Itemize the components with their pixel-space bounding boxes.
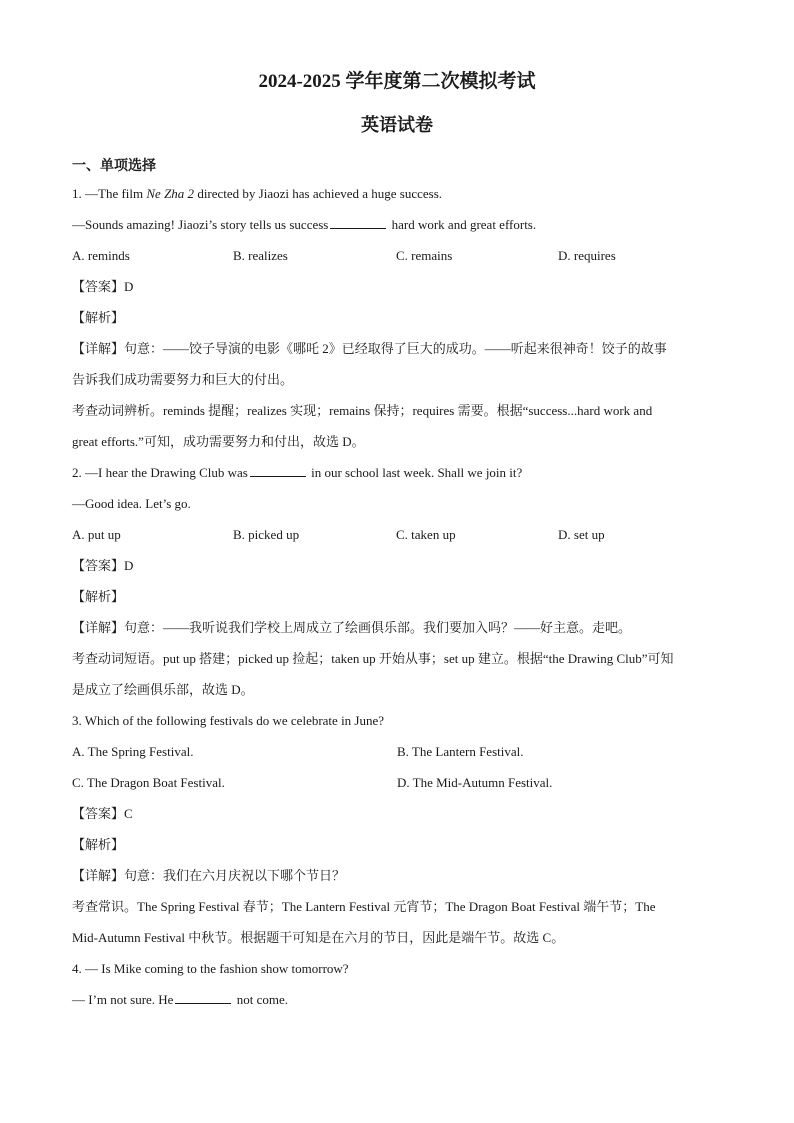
- q2-answer-blank: [250, 462, 306, 477]
- q2-option-b: B. picked up: [233, 527, 300, 542]
- q1-number: 1.: [72, 186, 85, 201]
- q3-detail-line1: [72, 860, 722, 891]
- question-2: [72, 457, 722, 705]
- q1-option-d: D. requires: [558, 248, 616, 263]
- q1-analysis-label: 【解析】: [72, 310, 125, 325]
- q3-number: 3.: [72, 713, 85, 728]
- q1-options: [72, 240, 722, 271]
- q2-text: —I hear the Drawing Club was: [85, 465, 248, 480]
- answer-label: 【答案】: [72, 558, 125, 573]
- detail-text: 句意：——饺子导演的电影《哪吒 2》已经取得了巨大的成功。——听起来很神奇！饺子的故事: [124, 341, 667, 356]
- q3-detail-line2: 考查常识。The Spring Festival 春节；The Lantern Festival 元宵节；The Dragon Boat Festival 端午节；The: [72, 899, 656, 914]
- detail-text: 句意：我们在六月庆祝以下哪个节日？: [124, 868, 346, 883]
- q2-option-d: D. set up: [558, 527, 605, 542]
- q1-stem-line2: [72, 209, 722, 240]
- q2-detail-line1: [72, 612, 722, 643]
- exam-page: [72, 66, 722, 1015]
- q1-film-title: Ne Zha 2: [146, 186, 195, 201]
- q2-analysis-label: 【解析】: [72, 589, 125, 604]
- q2-option-c: C. taken up: [396, 527, 456, 542]
- q2-option-a: A. put up: [72, 527, 121, 542]
- q2-options: [72, 519, 722, 550]
- q1-detail-line4: great efforts.”可知，成功需要努力和付出，故选 D。: [72, 434, 365, 449]
- q4-reply: — I’m not sure. He: [72, 992, 174, 1007]
- q3-options-row2: [72, 767, 722, 798]
- q3-option-d: D. The Mid-Autumn Festival.: [397, 775, 553, 790]
- q3-analysis-label: 【解析】: [72, 837, 125, 852]
- q1-detail-line3: 考查动词辨析。reminds 提醒；realizes 实现；remains 保持；requires 需要。根据“success...hard work and: [72, 403, 653, 418]
- q2-detail-line3: 是成立了绘画俱乐部，故选 D。: [72, 682, 254, 697]
- q2-stem-line2: —Good idea. Let’s go.: [72, 496, 191, 511]
- answer-value: D: [124, 558, 134, 573]
- q1-text-rest: directed by Jiaozi has achieved a huge success.: [194, 186, 443, 201]
- q1-answer: [72, 271, 722, 302]
- q1-option-c: C. remains: [396, 248, 453, 263]
- q2-detail-line2: 考查动词短语。put up 搭建；picked up 捡起；taken up 开始从事；set up 建立。根据“the Drawing Club”可知: [72, 651, 674, 666]
- page-title: 2024-2025 学年度第二次模拟考试: [258, 71, 536, 92]
- question-3: [72, 705, 722, 953]
- q3-stem: [72, 705, 722, 736]
- section-heading: 一、单项选择: [72, 159, 156, 174]
- answer-label: 【答案】: [72, 279, 125, 294]
- q1-option-a: A. reminds: [72, 248, 130, 263]
- detail-label: 【详解】: [72, 868, 125, 883]
- q1-option-b: B. realizes: [233, 248, 288, 263]
- q2-stem-line1: [72, 457, 722, 488]
- q3-detail-line3: Mid-Autumn Festival 中秋节。根据题干可知是在六月的节日，因此是端午节。故选 C。: [72, 930, 565, 945]
- detail-label: 【详解】: [72, 620, 125, 635]
- q4-stem-line1: [72, 953, 722, 984]
- detail-text: 句意：——我听说我们学校上周成立了绘画俱乐部。我们要加入吗？——好主意。走吧。: [124, 620, 632, 635]
- q1-reply-rest: hard work and great efforts.: [388, 217, 537, 232]
- q2-text-rest: in our school last week. Shall we join it?: [307, 465, 523, 480]
- q1-stem-line1: [72, 178, 722, 209]
- answer-label: 【答案】: [72, 806, 125, 821]
- q4-stem-line2: [72, 984, 722, 1015]
- answer-value: D: [124, 279, 134, 294]
- q2-number: 2.: [72, 465, 85, 480]
- q3-answer: [72, 798, 722, 829]
- detail-label: 【详解】: [72, 341, 125, 356]
- q3-options-row1: [72, 736, 722, 767]
- q1-detail-line2: 告诉我们成功需要努力和巨大的付出。: [72, 372, 294, 387]
- q3-option-c: C. The Dragon Boat Festival.: [72, 775, 225, 790]
- q3-text: Which of the following festivals do we celebrate in June?: [84, 713, 385, 728]
- question-4: [72, 953, 722, 1015]
- answer-value: C: [124, 806, 133, 821]
- q3-option-a: A. The Spring Festival.: [72, 744, 194, 759]
- q1-detail-line1: [72, 333, 722, 364]
- q1-answer-blank: [330, 214, 386, 229]
- q2-answer: [72, 550, 722, 581]
- q4-number: 4.: [72, 961, 85, 976]
- q1-reply: —Sounds amazing! Jiaozi’s story tells us success: [72, 217, 329, 232]
- q4-reply-rest: not come.: [233, 992, 288, 1007]
- q4-text: — Is Mike coming to the fashion show tomorrow?: [85, 961, 349, 976]
- q4-answer-blank: [175, 989, 231, 1004]
- q1-text: —The film: [85, 186, 147, 201]
- question-1: [72, 178, 722, 457]
- page-subtitle: 英语试卷: [361, 115, 433, 135]
- q3-option-b: B. The Lantern Festival.: [397, 744, 524, 759]
